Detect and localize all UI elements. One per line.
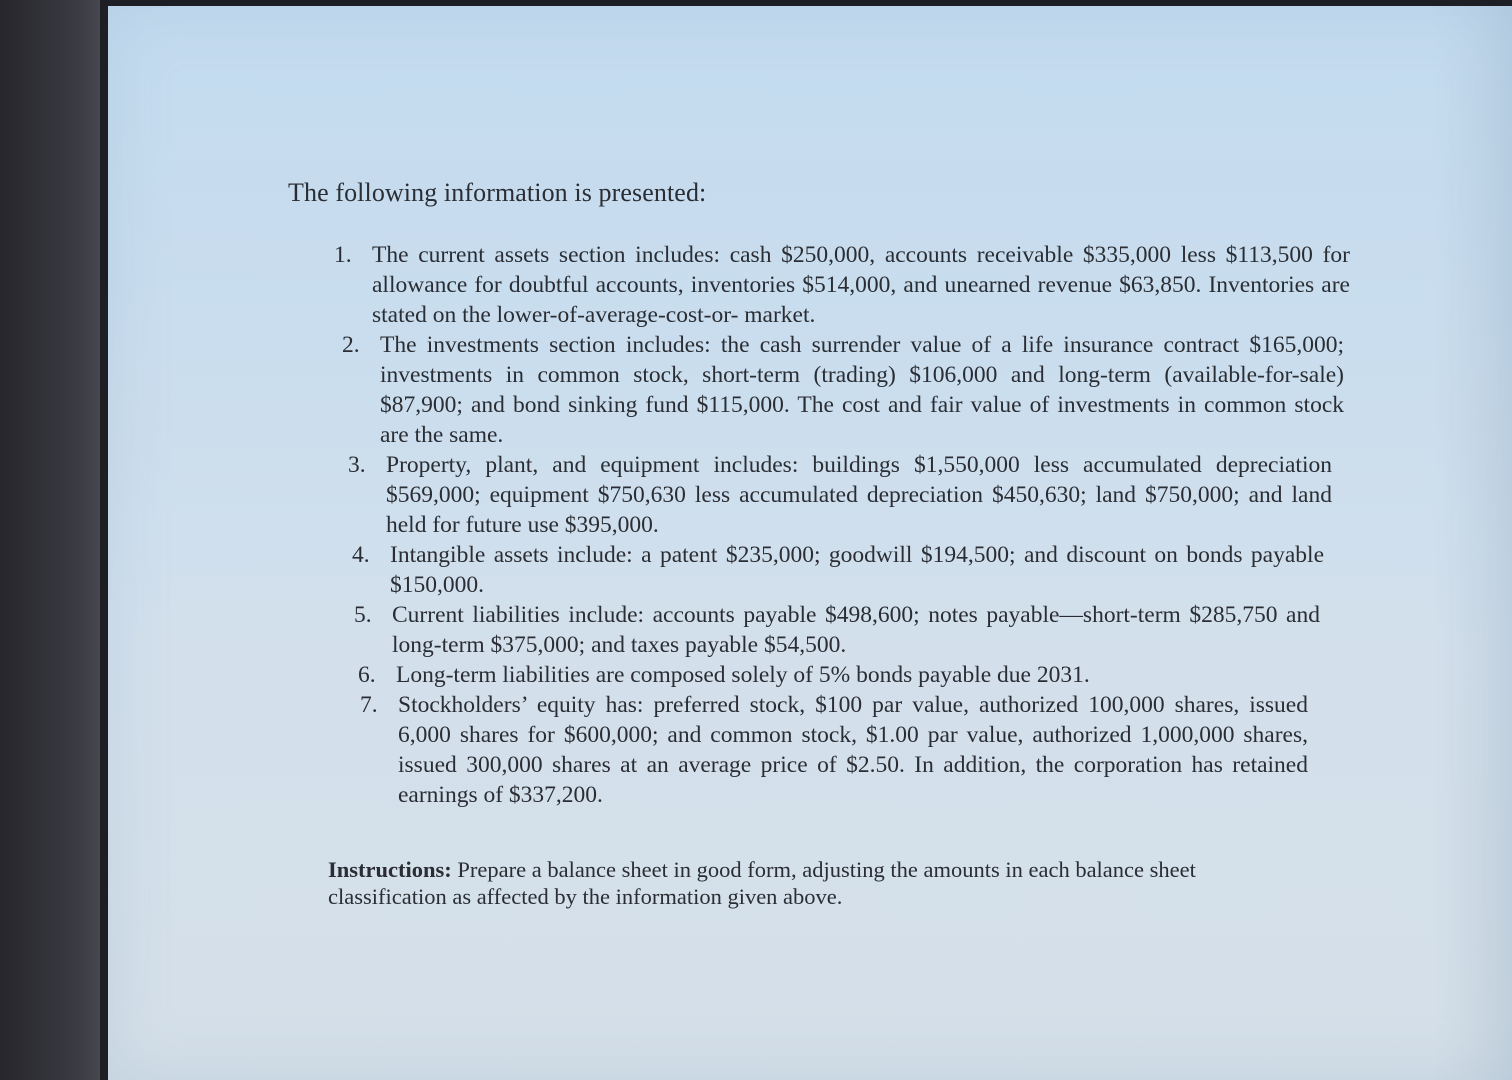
item-number: 2. — [342, 332, 360, 358]
item-text: Intangible assets include: a patent $235,000; goodwill $194,500; and discount on bonds payable $150,000. — [390, 542, 1324, 598]
problem-document — [288, 178, 1358, 909]
list-item — [342, 330, 1344, 450]
list-item — [348, 450, 1332, 540]
item-number: 6. — [358, 662, 376, 688]
item-text: Property, plant, and equipment includes: buildings $1,550,000 less accumulated depreciation $569,000; equipment $750,630 less accumulated depreciation $450,630; land $750,000; and land held for future use $395,000. — [386, 452, 1332, 538]
item-number: 1. — [334, 242, 352, 268]
item-text: Stockholders’ equity has: preferred stock, $100 par value, authorized 100,000 shares, issued 6,000 shares for $600,000; and common stock, $1.00 par value, authorized 1,000,000 shares, issued 300,000 shares at an average price of $2.50. In addition, the corporation has retained earnings of $337,200. — [398, 692, 1308, 808]
instructions-paragraph — [328, 856, 1298, 910]
intro-text: The following information is presented: — [288, 178, 707, 207]
list-item — [334, 240, 1350, 330]
list-item — [358, 660, 1312, 690]
item-text: Current liabilities include: accounts payable $498,600; notes payable—short-term $285,750 and long-term $375,000; and taxes payable $54,500. — [392, 602, 1320, 658]
information-list — [288, 240, 1358, 810]
list-item — [360, 690, 1308, 810]
list-item — [352, 540, 1324, 600]
list-item — [354, 600, 1320, 660]
item-number: 5. — [354, 602, 372, 628]
item-text: Long-term liabilities are composed solely of 5% bonds payable due 2031. — [396, 662, 1090, 688]
item-text: The investments section includes: the cash surrender value of a life insurance contract $165,000; investments in common stock, short-term (trading) $106,000 and long-term (available-for-sale) $87,900; and bond sinking fund $115,000. The cost and fair value of investments in common stock are the same. — [380, 332, 1344, 448]
screen-edge-shade — [1432, 6, 1512, 1080]
item-number: 3. — [348, 452, 366, 478]
item-number: 4. — [352, 542, 370, 568]
item-text: The current assets section includes: cash $250,000, accounts receivable $335,000 less $113,500 for allowance for doubtful accounts, inventories $514,000, and unearned revenue $63,850. Inventories are stated on the lower-of-average-cost-or- market. — [372, 242, 1350, 328]
instructions-text: Prepare a balance sheet in good form, adjusting the amounts in each balance sheet classification as affected by the information given above. — [328, 856, 1196, 909]
item-number: 7. — [360, 692, 378, 718]
instructions-label: Instructions: — [328, 856, 452, 882]
